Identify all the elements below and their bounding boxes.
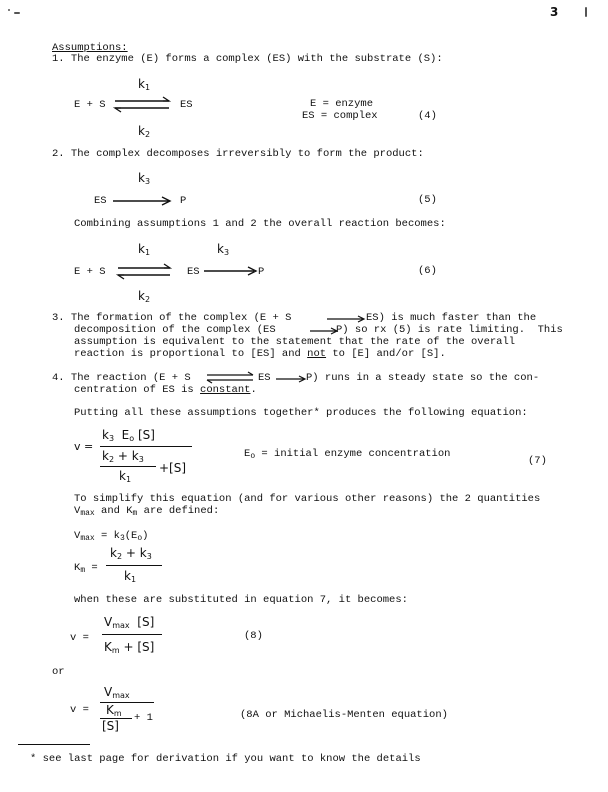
- eq8a-plus-one: + 1: [134, 712, 153, 724]
- r2-arrow: [113, 195, 173, 207]
- r1-k1: $k_1$: [138, 77, 151, 92]
- eq-4-label: (4): [418, 110, 437, 122]
- substituted-text: when these are substituted in equation 7, it becomes:: [74, 594, 408, 606]
- r3-arrow: [204, 265, 264, 277]
- a4-arrow: [276, 373, 308, 383]
- r3-k2: $k_2$: [138, 289, 151, 304]
- km-lhs: $K_m$ =: [74, 562, 98, 575]
- r1-right: ES: [180, 99, 193, 111]
- a4-line2-b: .: [250, 384, 257, 396]
- eq-8a-label: (8A or Michaelis-Menten equation): [240, 709, 448, 721]
- r3-equilibrium-arrows: [118, 263, 178, 283]
- eq7-numerator: $k_3$ $E_o$ [S]: [102, 428, 155, 443]
- assumption-3-line1a: 3. The formation of the complex (E + S: [52, 312, 292, 324]
- eq8-bar: [102, 634, 162, 635]
- r1-left: E + S: [74, 99, 106, 111]
- eq-6-label: (6): [418, 265, 437, 277]
- assumption-3-line4: [74, 348, 446, 360]
- eq8a-numerator: $V_{max}$: [104, 685, 130, 700]
- legend-enzyme: E = enzyme: [310, 98, 374, 110]
- km-numerator: $k_2 + k_3$: [110, 546, 152, 561]
- a4-line2-a: centration of ES is: [74, 384, 201, 396]
- r2-left: ES: [94, 195, 107, 207]
- footnote-text: * see last page for derivation if you want to know the details: [30, 753, 421, 765]
- eq7-main-bar: [100, 446, 192, 447]
- simplify-line2: $V_{max}$ and $K_m$ are defined:: [74, 505, 220, 518]
- assumption-4-line1b: ES: [258, 372, 271, 384]
- r2-k3: $k_3$: [138, 171, 151, 186]
- or-text: or: [52, 666, 65, 678]
- a3-line4-b: to [E] and/or [S].: [326, 348, 446, 360]
- assumption-4-line2: [74, 384, 257, 396]
- combining-text: Combining assumptions 1 and 2 the overall reaction becomes:: [74, 218, 446, 230]
- corner-mark: [585, 7, 587, 17]
- e0-definition: $E_o$ = initial enzyme concentration: [244, 448, 451, 461]
- assumption-1-text: 1. The enzyme (E) forms a complex (ES) with the substrate (S):: [52, 53, 443, 65]
- page-number: 3: [550, 5, 559, 19]
- eq8a-lhs: v =: [70, 704, 89, 716]
- a4-constant-underlined: constant: [200, 384, 251, 396]
- eq-8-label: (8): [244, 630, 263, 642]
- assumption-3-line1b: ES) is much faster than the: [366, 312, 537, 324]
- eq8-lhs: v =: [70, 632, 89, 644]
- eq7-inner-numerator: $k_2 + k_3$: [102, 449, 144, 464]
- legend-complex: ES = complex: [302, 110, 378, 122]
- a3-arrow-1: [327, 313, 367, 323]
- eq-7-label: (7): [528, 455, 547, 467]
- simplify-line1: To simplify this equation (and for various other reasons) the 2 quantities: [74, 493, 541, 505]
- eq8-numerator: $V_{max}$ [S]: [104, 615, 155, 630]
- r3-right: P: [258, 266, 265, 278]
- assumption-4-line1a: 4. The reaction (E + S: [52, 372, 191, 384]
- eq8-denominator: $K_m + [S]$: [104, 640, 155, 655]
- corner-mark: [14, 12, 20, 14]
- assumption-3-line3: assumption is equivalent to the statement that the rate of the overall: [74, 336, 516, 348]
- a3-line4-a: reaction is proportional to [ES] and: [74, 348, 308, 360]
- eq8a-inner-numerator: $K_m$: [106, 703, 122, 718]
- footnote-rule: [18, 744, 90, 745]
- eq8a-inner-denominator: [S]: [102, 719, 119, 733]
- assumption-2-text: 2. The complex decomposes irreversibly to form the product:: [52, 148, 424, 160]
- assumption-3-line2a: decomposition of the complex (ES: [74, 324, 276, 336]
- eq7-inner-denominator: $k_1$: [119, 469, 132, 484]
- putting-text: Putting all these assumptions together* produces the following equation:: [74, 407, 528, 419]
- corner-mark: [8, 9, 10, 11]
- r3-k3: $k_3$: [217, 242, 230, 257]
- r1-k2: $k_2$: [138, 124, 151, 139]
- eq7-v: v =: [74, 440, 94, 453]
- r3-mid: ES: [187, 266, 200, 278]
- eq-5-label: (5): [418, 194, 437, 206]
- km-bar: [106, 565, 162, 566]
- eq7-inner-bar: [100, 466, 156, 467]
- assumptions-heading: Assumptions:: [52, 42, 128, 54]
- vmax-definition: $V_{max} = k_3(E_o)$: [74, 530, 149, 543]
- assumption-3-line2b: P) so rx (5) is rate limiting. This: [336, 324, 563, 336]
- eq7-plus-s: +[S]: [159, 461, 187, 475]
- r1-equilibrium-arrows: [115, 96, 175, 116]
- r3-left: E + S: [74, 266, 106, 278]
- r2-right: P: [180, 195, 187, 207]
- km-denominator: $k_1$: [124, 569, 137, 584]
- r3-k1: $k_1$: [138, 242, 151, 257]
- a3-not-underlined: not: [307, 348, 327, 360]
- assumption-4-line1c: P) runs in a steady state so the con-: [306, 372, 540, 384]
